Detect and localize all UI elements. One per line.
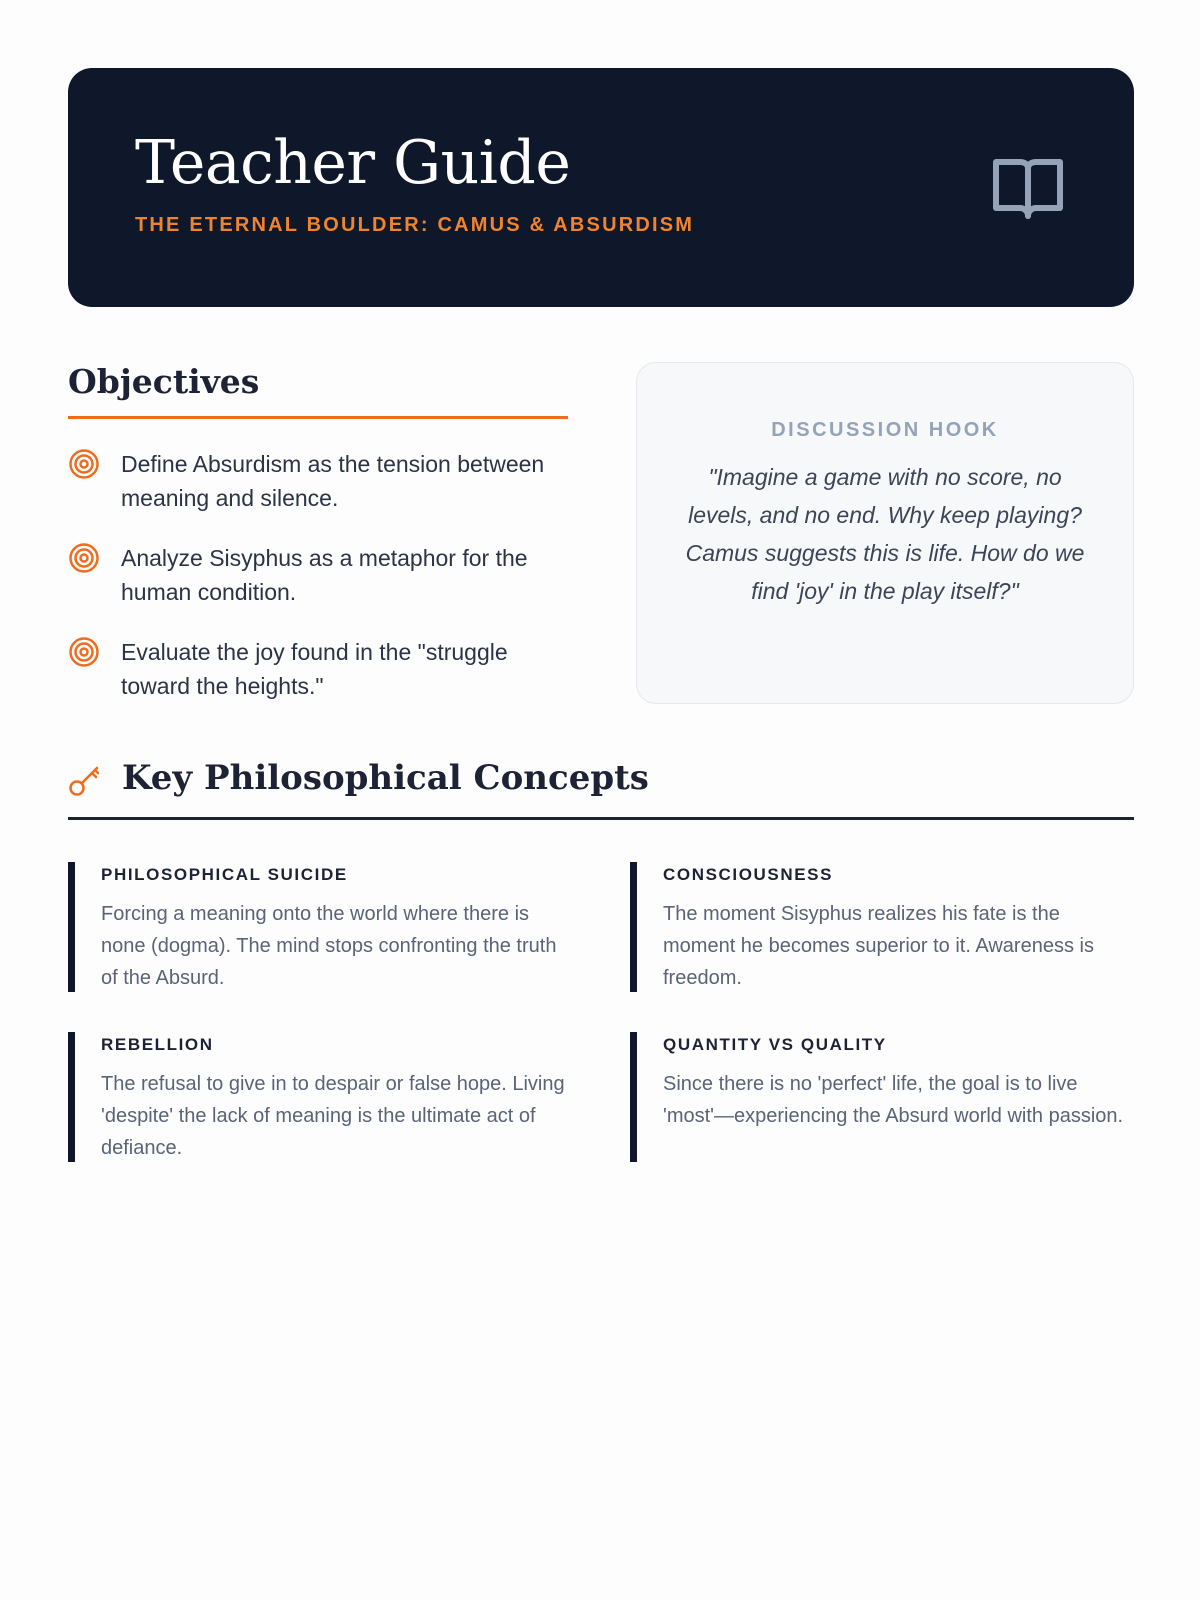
concept-card [630,862,1130,992]
concept-description: Since there is no 'perfect' life, the goal is to live 'most'—experiencing the Absurd world with passion. [663,1073,1124,1127]
target-icon [68,636,100,668]
objectives-section [68,362,568,729]
concept-title: PHILOSOPHICAL SUICIDE [101,865,348,884]
concepts-heading-row [68,758,1134,820]
concept-description: The moment Sisyphus realizes his fate is the moment he becomes superior to it. Awareness is freedom. [663,903,1094,989]
objective-text: Analyze Sisyphus as a metaphor for the human condition. [121,544,528,605]
concept-title: QUANTITY VS QUALITY [663,1035,887,1054]
concept-description: Forcing a meaning onto the world where there is none (dogma). The mind stops confronting the truth of the Absurd. [101,903,557,989]
concept-title: REBELLION [101,1035,214,1054]
concept-description: The refusal to give in to despair or false hope. Living 'despite' the lack of meaning is the ultimate act of defiance. [101,1073,565,1159]
objectives-heading: Objectives [68,362,568,419]
book-open-icon [990,152,1066,222]
objective-text: Evaluate the joy found in the "struggle toward the heights." [121,638,508,699]
objectives-list [68,447,568,703]
objective-text: Define Absurdism as the tension between meaning and silence. [121,450,545,511]
concept-card [630,1032,1130,1162]
target-icon [68,448,100,480]
page-subtitle: THE ETERNAL BOULDER: CAMUS & ABSURDISM [135,214,695,236]
objective-item [68,447,568,515]
objective-item [68,541,568,609]
concept-card [68,862,568,992]
discussion-hook-label: DISCUSSION HOOK [771,419,999,441]
discussion-hook-card [636,362,1134,704]
header-banner [68,68,1134,307]
discussion-hook-quote: "Imagine a game with no score, no levels, and no end. Why keep playing? Camus suggests this is life. How do we find 'joy' in the play itself?" [685,464,1085,604]
concept-card [68,1032,568,1162]
objective-item [68,635,568,703]
concept-title: CONSCIOUSNESS [663,865,834,884]
target-icon [68,542,100,574]
concepts-heading: Key Philosophical Concepts [122,758,649,798]
key-icon [68,764,102,798]
page-title: Teacher Guide [135,128,571,198]
